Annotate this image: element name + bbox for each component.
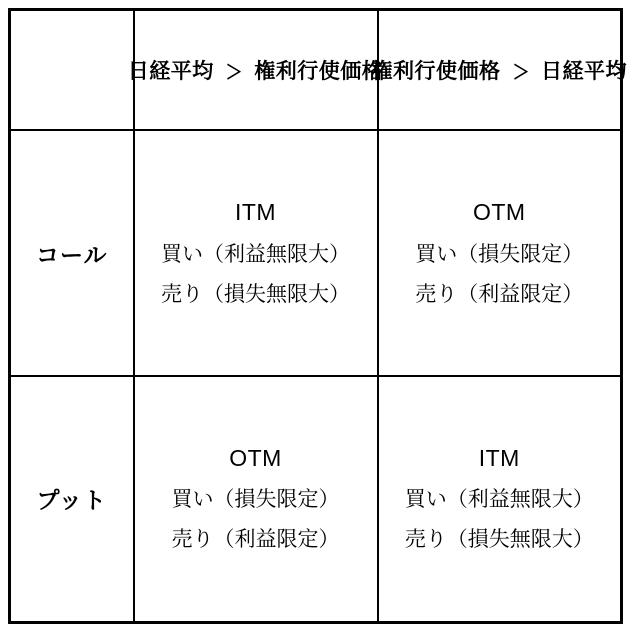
greater-than-icon: ＞ bbox=[225, 61, 243, 84]
table-row bbox=[10, 130, 622, 376]
row-label-put: プット bbox=[10, 376, 134, 622]
table-header bbox=[10, 10, 627, 131]
sell-leg-text: 売り（損失無限大） bbox=[404, 528, 594, 552]
column-header-2-right: 日経平均 bbox=[541, 60, 627, 83]
buy-leg-text: 買い（損失限定） bbox=[415, 242, 584, 266]
option-moneyness-table bbox=[8, 8, 627, 624]
header-row bbox=[10, 10, 622, 131]
row-label-call: コール bbox=[10, 130, 134, 376]
greater-than-icon: ＞ bbox=[512, 61, 530, 84]
sell-leg-text: 売り（利益限定） bbox=[415, 282, 584, 306]
buy-leg-text: 買い（利益無限大） bbox=[404, 488, 594, 512]
cell-call-otm bbox=[378, 130, 622, 376]
table-row bbox=[10, 376, 622, 622]
sell-leg-text: 売り（損失無限大） bbox=[161, 282, 350, 306]
column-header-1 bbox=[127, 10, 384, 131]
sell-leg-text: 売り（利益限定） bbox=[171, 528, 340, 552]
table-body bbox=[10, 130, 622, 622]
column-header-2-left: 権利行使価格 bbox=[371, 60, 501, 83]
cell-put-itm bbox=[378, 376, 622, 622]
moneyness-label: ITM bbox=[478, 445, 520, 471]
column-header-2 bbox=[371, 10, 627, 131]
cell-put-otm bbox=[134, 376, 378, 622]
moneyness-label: OTM bbox=[229, 445, 282, 471]
column-header-1-right: 権利行使価格 bbox=[254, 60, 384, 83]
buy-leg-text: 買い（損失限定） bbox=[171, 488, 340, 512]
table-corner-cell bbox=[10, 10, 134, 131]
buy-leg-text: 買い（利益無限大） bbox=[161, 242, 350, 266]
cell-call-itm bbox=[134, 130, 378, 376]
column-header-1-left: 日経平均 bbox=[127, 60, 214, 83]
moneyness-label: ITM bbox=[234, 199, 277, 226]
moneyness-label: OTM bbox=[472, 199, 526, 226]
